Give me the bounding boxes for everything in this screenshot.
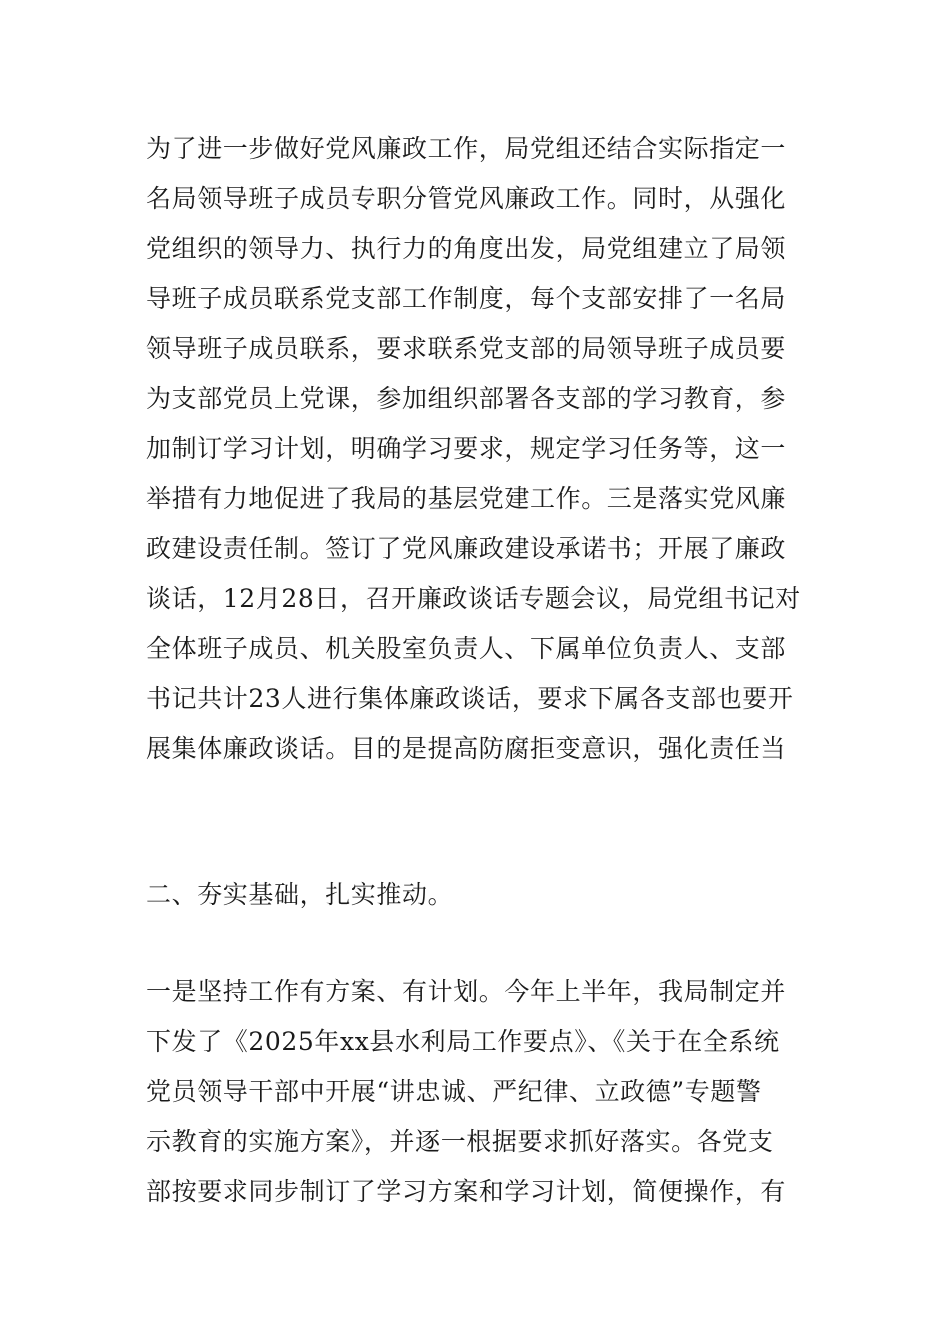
paragraph-line: 下发了《2025年xx县水利局工作要点》、《关于在全系统 [146,1027,780,1056]
paragraph-line: 示教育的实施方案》，并逐一根据要求抓好落实。各党支 [146,1127,774,1156]
paragraph-line: 加制订学习计划，明确学习要求，规定学习任务等，这一 [146,434,787,463]
paragraph-line: 领导班子成员联系，要求联系党支部的局领导班子成员要 [146,334,787,363]
paragraph-line: 谈话，12月28日，召开廉政谈话专题会议，局党组书记对 [146,584,801,613]
paragraph-line: 为了进一步做好党风廉政工作，局党组还结合实际指定一 [146,134,787,163]
paragraph-line: 全体班子成员、机关股室负责人、下属单位负责人、支部 [146,634,787,663]
paragraph-line: 政建设责任制。签订了党风廉政建设承诺书；开展了廉政 [146,534,787,563]
paragraph-line: 展集体廉政谈话。目的是提高防腐拒变意识，强化责任当 [146,734,787,763]
paragraph-line: 导班子成员联系党支部工作制度，每个支部安排了一名局 [146,284,787,313]
paragraph-line: 书记共计23人进行集体廉政谈话，要求下属各支部也要开 [146,684,794,713]
paragraph-line: 部按要求同步制订了学习方案和学习计划，简便操作，有 [146,1177,787,1206]
paragraph-line: 党组织的领导力、执行力的角度出发，局党组建立了局领 [146,234,787,263]
paragraph-line: 一是坚持工作有方案、有计划。今年上半年，我局制定并 [146,977,787,1006]
section-heading: 二、夯实基础，扎实推动。 [146,880,454,909]
paragraph-line: 名局领导班子成员专职分管党风廉政工作。同时，从强化 [146,184,787,213]
paragraph-line: 党员领导干部中开展“讲忠诚、严纪律、立政德”专题警 [146,1077,762,1106]
paragraph-line: 举措有力地促进了我局的基层党建工作。三是落实党风廉 [146,484,787,513]
paragraph-line: 为支部党员上党课，参加组织部署各支部的学习教育，参 [146,384,787,413]
